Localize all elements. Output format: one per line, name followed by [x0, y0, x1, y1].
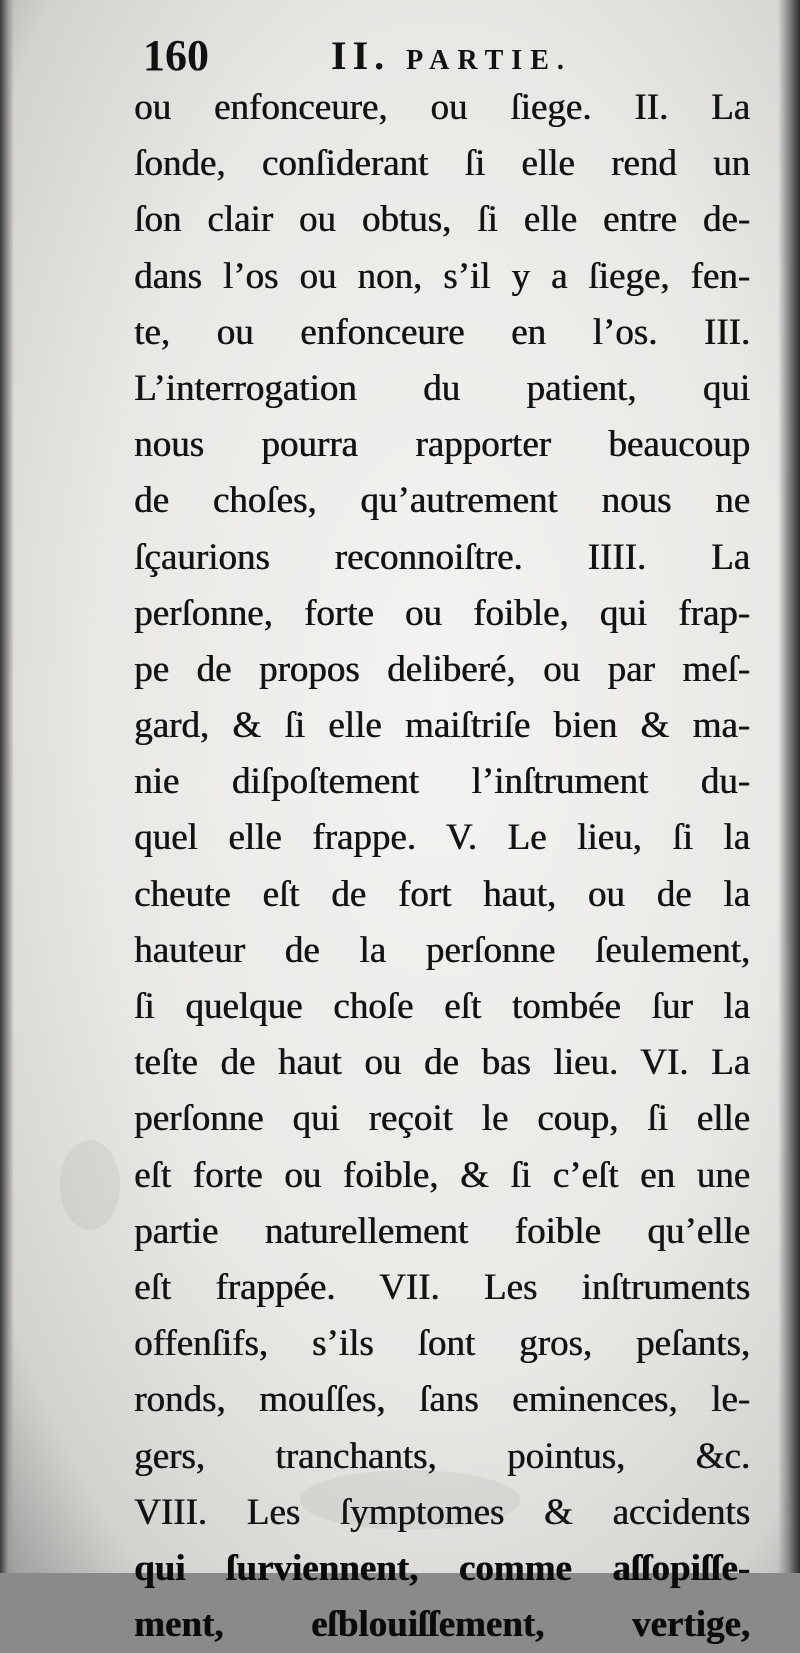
text-line: partie naturellement foible qu’elle: [134, 1210, 750, 1252]
text-line: de choſes, qu’autrement nous ne: [134, 480, 750, 522]
text-line: perſonne qui reçoit le coup, ſi elle: [134, 1098, 750, 1140]
text-line: ſon clair ou obtus, ſi elle entre de-: [134, 199, 750, 241]
text-line: gard, & ſi elle maiſtriſe bien & ma-: [134, 705, 750, 747]
text-line: ſçaurions reconnoiſtre. IIII. La: [134, 536, 750, 578]
text-line: teſte de haut ou de bas lieu. VI. La: [134, 1042, 750, 1084]
text-line: ou enfonceure, ou ſiege. II. La: [134, 87, 750, 128]
text-line: te, ou enfonceure en l’os. III.: [134, 311, 750, 353]
text-line: qui ſurviennent, comme aſſopiſſe-: [134, 1547, 750, 1589]
part-numeral: II.: [331, 33, 391, 78]
text-line: eſt frappée. VII. Les inſtruments: [134, 1266, 750, 1308]
text-line: ronds, mouſſes, ſans eminences, le-: [134, 1379, 750, 1421]
text-line: nous pourra rapporter beaucoup: [134, 424, 750, 466]
text-line: VIII. Les ſymptomes & accidents: [134, 1491, 750, 1533]
text-line: gers, tranchants, pointus, &c.: [134, 1435, 750, 1477]
text-line: nie diſpoſtement l’inſtrument du-: [134, 761, 750, 803]
text-line: L’interrogation du patient, qui: [134, 367, 750, 409]
text-line: ſi quelque choſe eſt tombée ſur la: [134, 986, 750, 1027]
text-line: cheute eſt de fort haut, ou de la: [134, 873, 750, 915]
page-left-edge-shadow: [0, 0, 14, 1573]
text-line: pe de propos deliberé, ou par meſ-: [134, 648, 750, 690]
part-word: PARTIE.: [406, 45, 572, 76]
text-line: ment, eſblouiſſement, vertige,: [134, 1604, 750, 1646]
running-header: [143, 28, 733, 84]
text-line: quel elle frappe. V. Le lieu, ſi la: [134, 817, 750, 859]
text-line: dans l’os ou non, s’il y a ſiege, fen-: [134, 255, 750, 297]
text-line: ſonde, conſiderant ſi elle rend un: [134, 143, 750, 185]
page-number: 160: [143, 31, 209, 80]
text-line: perſonne, forte ou foible, qui frap-: [134, 592, 750, 634]
body-text: [134, 80, 750, 1653]
text-line: eſt forte ou foible, & ſi c’eſt en une: [134, 1154, 750, 1196]
paper-stain: [60, 1140, 120, 1230]
page-right-edge-shadow: [778, 0, 800, 1573]
text-line: hauteur de la perſonne ſeulement,: [134, 929, 750, 971]
text-line: offenſifs, s’ils ſont gros, peſants,: [134, 1323, 750, 1365]
